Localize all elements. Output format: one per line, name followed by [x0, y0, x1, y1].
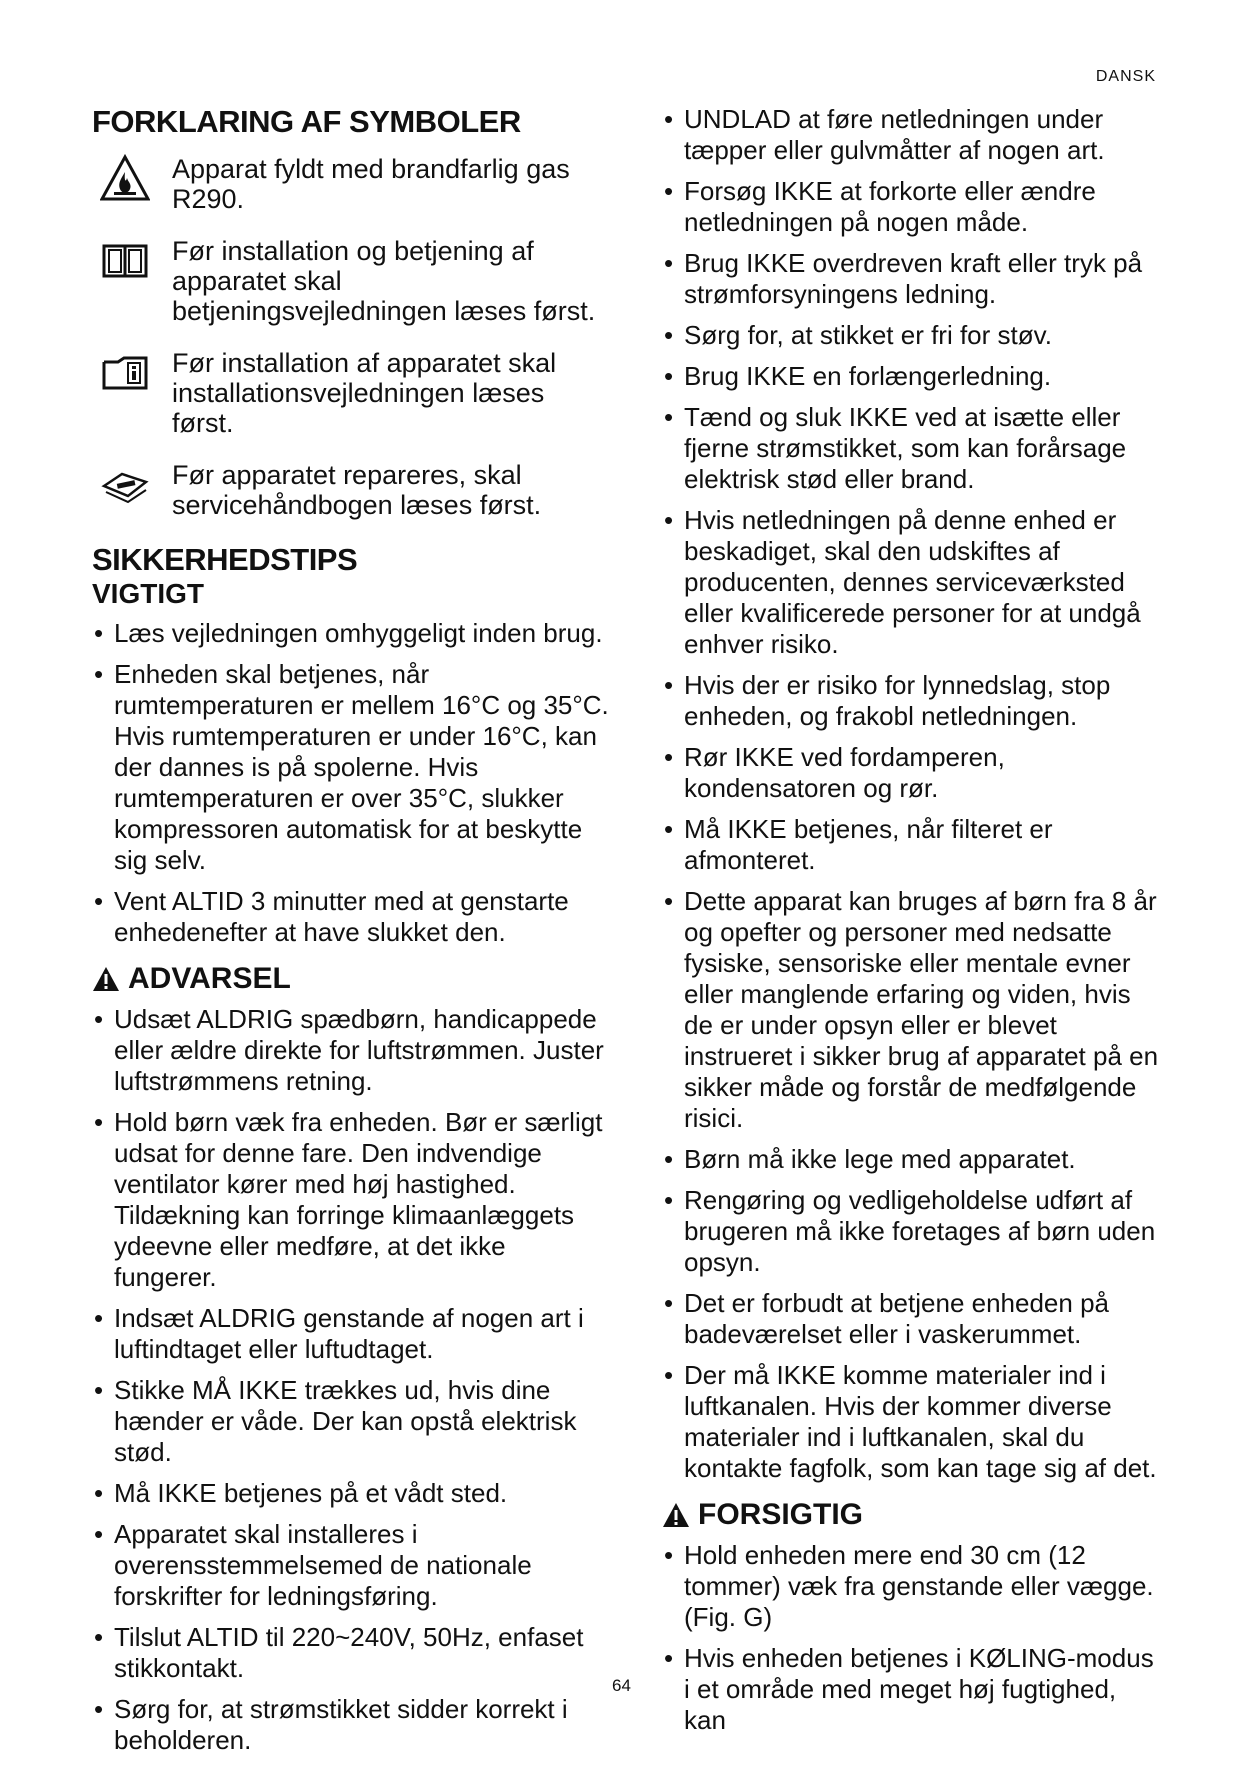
left-column — [92, 104, 612, 1766]
right-column — [662, 104, 1162, 1746]
caution-heading — [662, 1498, 1162, 1532]
symbol-text-service: Før apparatet repareres, skal servicehåndbogen læses først. — [172, 460, 542, 520]
symbol-row-flammable — [92, 154, 612, 214]
list-item: • Må IKKE betjenes på et vådt sted. — [92, 1478, 612, 1509]
list-item: • Tilslut ALTID til 220~240V, 50Hz, enfaset stikkontakt. — [92, 1622, 612, 1684]
list-item: • Udsæt ALDRIG spædbørn, handicappede eller ældre direkte for luftstrømmen. Juster luftstrømmens retning. — [92, 1004, 612, 1097]
symbol-row-operation — [92, 236, 612, 326]
list-item: • Der må IKKE komme materialer ind i luftkanalen. Hvis der kommer diverse materialer ind i luftkanalen, skal du kontakte fagfolk, som kan tage sig af det. — [662, 1360, 1162, 1484]
list-item: • Tænd og sluk IKKE ved at isætte eller fjerne strømstikket, som kan forårsage elektrisk stød eller brand. — [662, 402, 1162, 495]
list-item: • Børn må ikke lege med apparatet. — [662, 1144, 1162, 1175]
symbol-row-installation — [92, 348, 612, 438]
flammable-gas-icon — [100, 154, 150, 204]
symbol-text-installation: Før installation af apparatet skal installationsvejledningen læses først. — [172, 348, 557, 438]
caution-title: FORSIGTIG — [698, 1498, 863, 1531]
important-list — [92, 618, 612, 948]
list-item: • Rør IKKE ved fordamperen, kondensatoren og rør. — [662, 742, 1162, 804]
list-item: • Hold børn væk fra enheden. Bør er særligt udsat for denne fare. Den indvendige ventilator kører med høj hastighed. Tildækning kan forringe klimaanlæggets ydeevne eller medføre, at det ikke fungerer. — [92, 1107, 612, 1293]
warning-list — [92, 1004, 612, 1756]
warning-heading — [92, 962, 612, 996]
list-item: • Sørg for, at stikket er fri for støv. — [662, 320, 1162, 351]
warning-triangle-icon — [92, 966, 120, 992]
list-item: • Hvis enheden betjenes i KØLING-modus i et område med meget høj fugtighed, kan — [662, 1643, 1162, 1736]
list-item: • Indsæt ALDRIG genstande af nogen art i luftindtaget eller luftudtaget. — [92, 1303, 612, 1365]
language-label: DANSK — [1095, 68, 1156, 85]
warning-triangle-icon — [662, 1502, 690, 1528]
list-item: • Hvis netledningen på denne enhed er beskadiget, skal den udskiftes af producenten, dennes serviceværksted eller kvalificerede personer for at undgå enhver risiko. — [662, 505, 1162, 660]
list-item: • Vent ALTID 3 minutter med at genstarte enhedenefter at have slukket den. — [92, 886, 612, 948]
list-item: • UNDLAD at føre netledningen under tæpper eller gulvmåtter af nogen art. — [662, 104, 1162, 166]
symbol-text-operation: Før installation og betjening af apparatet skal betjeningsvejledningen læses først. — [172, 236, 596, 326]
list-item: • Dette apparat kan bruges af børn fra 8 år og opefter og personer med nedsatte fysiske, sensoriske eller mentale evner eller manglende erfaring og viden, hvis de er under opsyn eller er blevet instrueret i sikker brug af apparatet på en sikker måde og forstår de medfølgende risici. — [662, 886, 1162, 1134]
symbol-row-service — [92, 460, 612, 520]
list-item: • Sørg for, at strømstikket sidder korrekt i beholderen. — [92, 1694, 612, 1756]
safety-title: SIKKERHEDSTIPS — [92, 542, 358, 577]
list-item: • Brug IKKE en forlængerledning. — [662, 361, 1162, 392]
list-item: • Rengøring og vedligeholdelse udført af brugeren må ikke foretages af børn uden opsyn. — [662, 1185, 1162, 1278]
installation-manual-icon — [100, 348, 150, 398]
service-manual-icon — [100, 460, 150, 510]
symbol-text-flammable: Apparat fyldt med brandfarlig gas R290. — [172, 154, 570, 214]
operation-manual-icon — [100, 236, 150, 286]
list-item: • Brug IKKE overdreven kraft eller tryk på strømforsyningens ledning. — [662, 248, 1162, 310]
list-item: • Det er forbudt at betjene enheden på badeværelset eller i vaskerummet. — [662, 1288, 1162, 1350]
list-item: • Stikke MÅ IKKE trækkes ud, hvis dine hænder er våde. Der kan opstå elektrisk stød. — [92, 1375, 612, 1468]
page-number: 64 — [612, 1676, 631, 1695]
warning-title: ADVARSEL — [128, 962, 291, 995]
list-item: • Hvis der er risiko for lynnedslag, stop enheden, og frakobl netledningen. — [662, 670, 1162, 732]
list-item: • Apparatet skal installeres i overensstemmelsemed de nationale forskrifter for ledningsføring. — [92, 1519, 612, 1612]
list-item: • Enheden skal betjenes, når rumtemperaturen er mellem 16°C og 35°C. Hvis rumtemperaturen er under 16°C, kan der dannes is på spolerne. Hvis rumtemperaturen er over 35°C, slukker kompressoren automatisk for at beskytte sig selv. — [92, 659, 612, 876]
symbols-title: FORKLARING AF SYMBOLER — [92, 104, 521, 139]
warning-continued-list — [662, 104, 1162, 1484]
list-item: • Hold enheden mere end 30 cm (12 tommer) væk fra genstande eller vægge. (Fig. G) — [662, 1540, 1162, 1633]
list-item: • Læs vejledningen omhyggeligt inden brug. — [92, 618, 612, 649]
caution-list — [662, 1540, 1162, 1736]
list-item: • Forsøg IKKE at forkorte eller ændre netledningen på nogen måde. — [662, 176, 1162, 238]
list-item: • Må IKKE betjenes, når filteret er afmonteret. — [662, 814, 1162, 876]
important-title: VIGTIGT — [92, 578, 204, 609]
